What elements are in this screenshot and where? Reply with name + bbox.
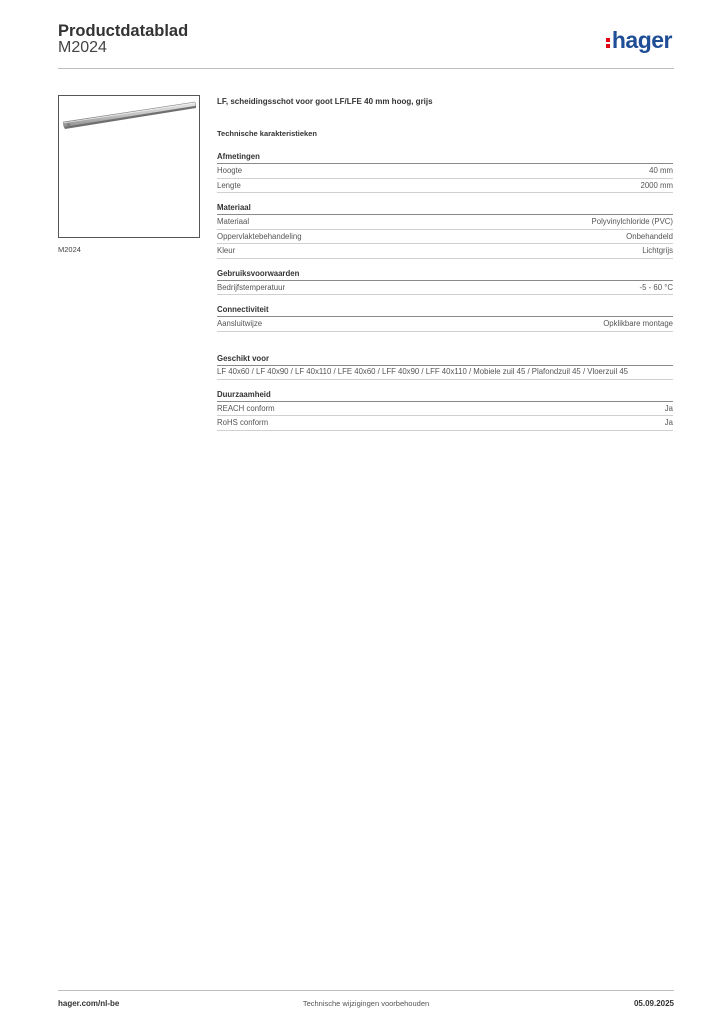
footer-website-link[interactable]: hager.com/nl-be <box>58 999 120 1008</box>
product-image <box>58 95 200 238</box>
rail-product-image <box>59 96 199 237</box>
page-footer <box>58 990 674 1008</box>
document-title: Productdatablad <box>58 22 189 40</box>
spec-label: Aansluitwijze <box>217 319 263 328</box>
spec-value: -5 - 60 °C <box>639 282 673 292</box>
logo-text: hager <box>611 26 672 53</box>
spec-row <box>217 244 673 259</box>
spec-row <box>217 215 673 230</box>
spec-row <box>217 230 673 245</box>
section-geschikt-voor <box>217 354 673 380</box>
spec-row <box>217 317 673 332</box>
spec-label: RoHS conform <box>217 418 269 427</box>
footer-notice: Technische wijzigingen voorbehouden <box>302 999 430 1008</box>
tech-characteristics-heading: Technische karakteristieken <box>217 129 317 138</box>
section-materiaal <box>217 203 673 259</box>
section-title: Connectiviteit <box>217 305 673 317</box>
section-connectiviteit <box>217 305 673 332</box>
spec-value: Onbehandeld <box>626 231 673 241</box>
product-description: LF, scheidingsschot voor goot LF/LFE 40 mm hoog, grijs <box>217 97 433 106</box>
image-caption: M2024 <box>58 245 81 254</box>
spec-value: Ja <box>664 418 673 427</box>
spec-label: Bedrijfstemperatuur <box>217 282 286 292</box>
spec-label: REACH conform <box>217 403 275 413</box>
spec-value: Polyvinylchloride (PVC) <box>591 217 673 226</box>
spec-value: Opklikbare montage <box>603 319 673 328</box>
spec-label: Lengte <box>217 180 241 190</box>
spec-value: 40 mm <box>649 166 673 175</box>
section-title: Gebruiksvoorwaarden <box>217 269 673 281</box>
spec-label: Hoogte <box>217 166 243 175</box>
section-duurzaamheid <box>217 390 673 431</box>
section-title: Duurzaamheid <box>217 390 673 402</box>
spec-row <box>217 164 673 179</box>
spec-row <box>217 416 673 431</box>
section-afmetingen <box>217 152 673 193</box>
hager-logo <box>606 26 672 54</box>
spec-label: Kleur <box>217 246 236 255</box>
logo-dots-icon <box>606 38 610 48</box>
section-title: Afmetingen <box>217 152 673 164</box>
product-code: M2024 <box>58 39 107 56</box>
footer-date: 05.09.2025 <box>633 999 674 1008</box>
spec-row <box>217 179 673 194</box>
spec-value: Lichtgrijs <box>642 246 673 255</box>
spec-row <box>217 402 673 417</box>
spec-label: Materiaal <box>217 217 250 226</box>
section-gebruiksvoorwaarden <box>217 269 673 296</box>
spec-row <box>217 281 673 296</box>
spec-value: Ja <box>664 403 673 413</box>
spec-label: Oppervlaktebehandeling <box>217 231 302 241</box>
compatible-products-text: LF 40x60 / LF 40x90 / LF 40x110 / LFE 40x60 / LFF 40x90 / LFF 40x110 / Mobiele zuil 45 / Plafondzuil 45 / Vloerzuil 45 <box>217 366 673 380</box>
section-title: Materiaal <box>217 203 673 215</box>
section-title: Geschikt voor <box>217 354 673 366</box>
spec-value: 2000 mm <box>640 180 673 190</box>
product-details <box>217 97 673 441</box>
page-header <box>58 22 674 69</box>
